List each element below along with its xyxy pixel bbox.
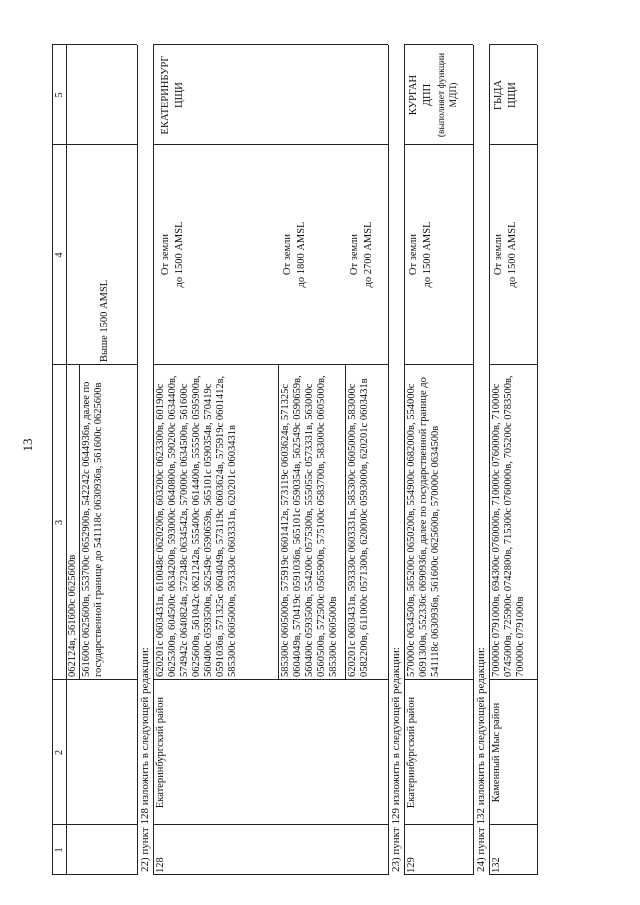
table-border [404,824,473,825]
region-name: Екатеринбургский район [155,696,166,809]
altitude-to: до 1800 AMSL [296,221,307,288]
coords-cell: 620201с 0603431в, 593330с 0603331в, 585300с 0605000в, 583000с 0582200в, 611000с 0571300в, 620000с 0593000в, 620201с 0603431в [347,378,370,677]
col-header-3: 3 [54,519,65,526]
table-border [489,144,537,145]
table-border [153,364,388,365]
col-header-2: 2 [54,749,65,756]
unit-name: ГЫДА [493,80,504,110]
coords-cell: 620201с 0603431в, 610048с 0620200в, 603200с 0623300в, 601900с 0625300в, 604500с 0634200в, 593000с 0640800в, 590200с 0634400в, 574942с 0640824в, 572348с 0634542в, 570000с 0634500в, 561600с 0625600в, 561042с 0621242в, 555400с 0614400в, 555500с 0595900в, 560400с 0593500в, 562549с 0590659в, 565101с 0590354в, 570419с 0591036в, 571325с 0604049в, 573119с 0603624в, 575919с 0601412в, 585300с 0605000в, 593330с 0603331в, 620201с 0603431в [155,375,238,677]
unit-type: ЦЩИ [507,82,518,108]
table-border [137,45,138,875]
table-border [404,44,473,45]
altitude-to: до 1500 AMSL [174,221,185,288]
col-header-1: 1 [54,847,65,853]
table-border [52,45,53,875]
table-border [489,679,537,680]
table-border [489,364,537,365]
table-border [278,365,279,680]
table-border [345,365,346,680]
table-border [153,144,388,145]
page-number: 13 [20,438,35,452]
altitude-to: до 1500 AMSL [507,221,518,288]
altitude-from: От земли [349,233,360,276]
table-border [489,44,537,45]
item-number: 132 [491,857,502,873]
table-border [537,45,538,875]
coords-cell: 570000с 0634500в, 565200с 0650200в, 554900с 0682000в, 554000с 0691300в, 552336с 0690936в, далее по государственной границе до 541118с 0630936в, 561600с 0625600в, 570000с 0634500в [406,377,441,677]
section-title: 23) пункт 129 изложить в следующей редакции: [390,647,402,872]
coords-cell: 700000с 0791000в, 694300с 0760000в, 710000с 0760000в, 710000с 0745000в, 725900с 0742800в, 715300с 0760000в, 705200с 0783500в, 700000с 0791000в [491,375,526,677]
table-border [489,874,537,875]
region-name: Екатеринбургский район [406,696,417,809]
table-border [153,45,154,875]
altitude-from: От земли [160,233,171,276]
altitude-from: От земли [493,233,504,276]
coords-cell: 062124в, 561600с 0625600в [67,554,78,677]
table-border [473,45,474,875]
region-name: Каменный Мыс район [491,702,502,803]
table-border [404,874,473,875]
coords-cell: 561600с 0625600в, 553700с 0652900в, 542242с 0644936в, далее по государственной границе до 541118с 0630936в, 561600с 0625600в [81,381,104,677]
section-title: 24) пункт 132 изложить в следующей редакции: [475,647,487,872]
unit-name: КУРГАН [408,74,419,116]
table-border [404,679,473,680]
table-border [388,45,389,875]
altitude-cell: Выше 1500 AMSL [99,279,110,362]
item-number: 129 [406,857,417,873]
table-border [489,824,537,825]
unit-type: ЦЩИ [174,82,185,108]
unit-name: ЕКАТЕРИНБУРГ [160,55,171,135]
altitude-to: до 1500 AMSL [422,221,433,288]
item-number: 128 [155,857,166,873]
col-header-5: 5 [54,92,65,98]
altitude-from: От земли [408,233,419,276]
table-border [153,824,388,825]
table-border [404,144,473,145]
table-border [489,45,490,875]
table-border [404,45,405,875]
table-border [153,874,388,875]
table-border [153,679,388,680]
table-border [79,365,80,680]
table-border [153,44,388,45]
unit-note: (выполняет функции МДП) [437,52,459,138]
col-header-4: 4 [54,252,65,258]
unit-type: ДПП [422,83,433,107]
altitude-from: От земли [282,233,293,276]
section-title: 22) пункт 128 изложить в следующей редакции: [139,647,151,872]
coords-cell: 585300с 0605000в, 575919с 0601412в, 573119с 0603624в, 571325с 0604049в, 570419с 0591036в, 565101с 0590354в, 562549с 0590659в, 560400с 0593500в, 554200с 0575300в, 555055с 0573331в, 563000с 0560500в, 572500с 0565900в, 575100с 0583700в, 583000с 0605000в, 585300с 0605000в [280,375,339,677]
altitude-to: до 2700 AMSL [363,221,374,288]
table-border [404,364,473,365]
